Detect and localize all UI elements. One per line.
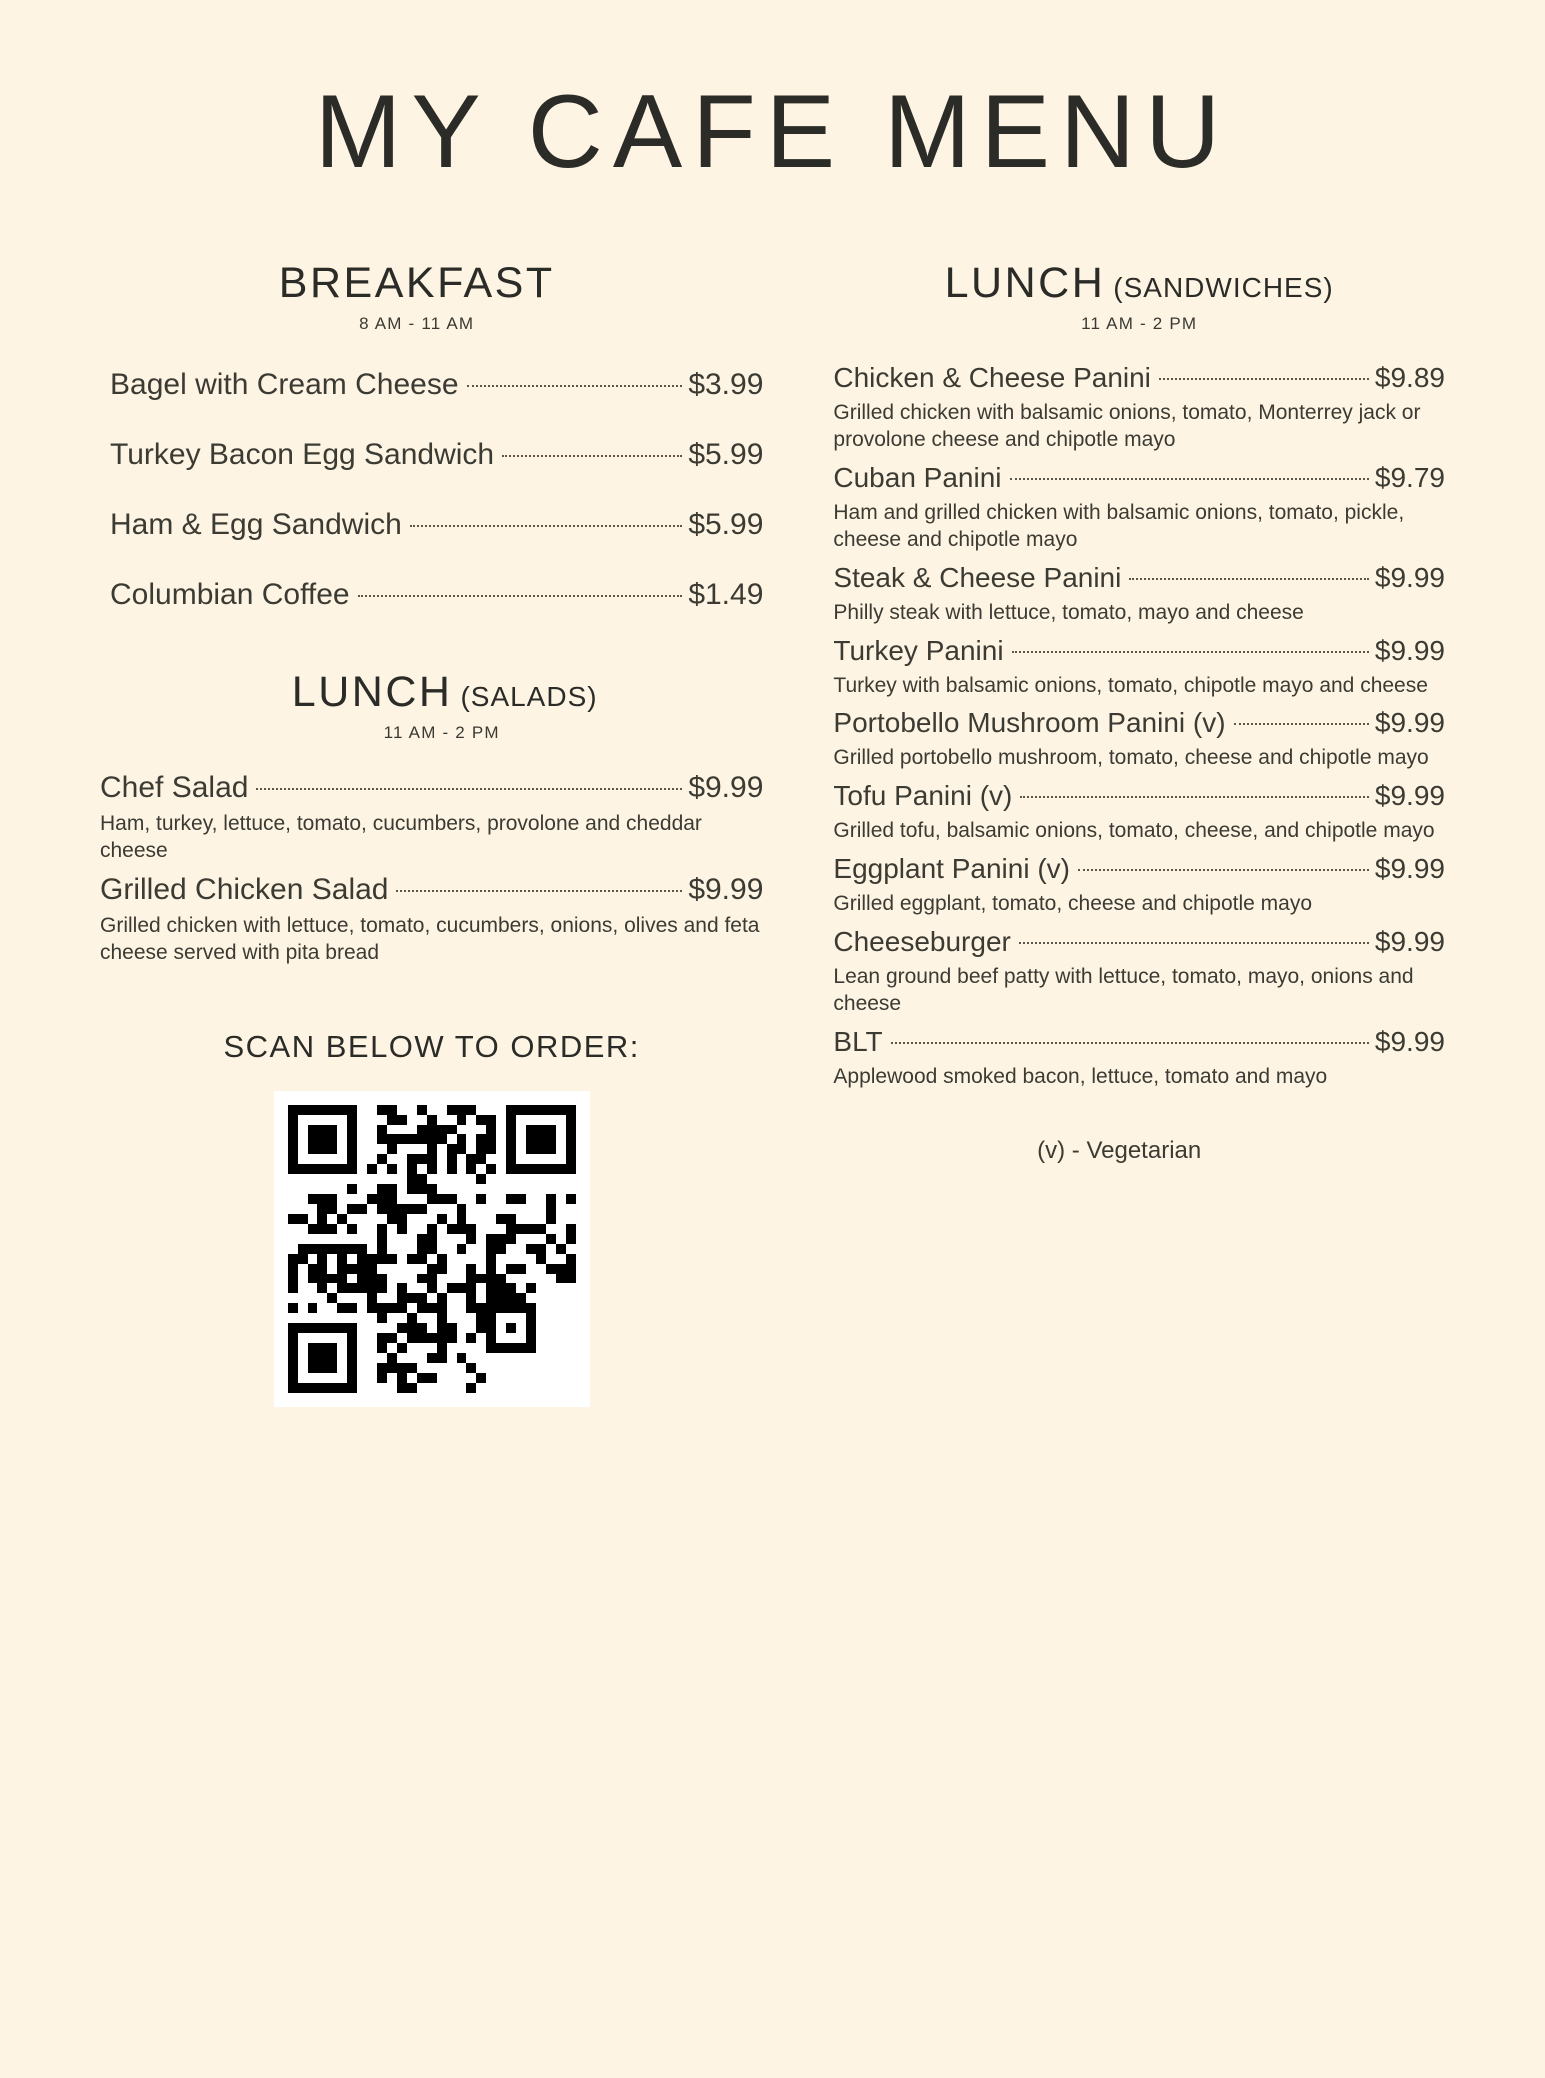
item-price: $9.79 <box>1374 461 1445 493</box>
item-price: $9.99 <box>1374 634 1445 666</box>
salads-items <box>100 771 763 967</box>
sandwiches-heading <box>833 259 1445 308</box>
menu-item <box>833 926 1445 1018</box>
item-description: Grilled tofu, balsamic onions, tomato, cheese, and chipotle mayo <box>833 819 1435 843</box>
sandwiches-heading-label: LUNCH <box>944 259 1106 308</box>
scan-to-order-block <box>100 1029 763 1407</box>
item-price: $5.99 <box>688 438 764 472</box>
leader-dots <box>1159 377 1369 380</box>
item-name: Eggplant Panini (v) <box>833 853 1070 885</box>
item-price: $9.99 <box>1374 853 1445 885</box>
menu-item <box>833 1026 1445 1091</box>
menu-item <box>833 462 1445 554</box>
item-description: Ham, turkey, lettuce, tomato, cucumbers, provolone and cheddar cheese <box>100 812 702 863</box>
menu-page <box>0 74 1545 2078</box>
item-description: Grilled chicken with lettuce, tomato, cucumbers, onions, olives and feta cheese served with pita bread <box>100 913 760 964</box>
sandwiches-hours: 11 AM - 2 PM <box>1081 314 1198 334</box>
salads-heading <box>126 668 763 717</box>
menu-item <box>110 578 763 612</box>
item-price: $5.99 <box>688 508 764 542</box>
item-price: $9.99 <box>1374 926 1445 958</box>
item-description: Grilled eggplant, tomato, cheese and chipotle mayo <box>833 892 1313 916</box>
leader-dots <box>1020 795 1369 798</box>
leader-dots <box>891 1041 1369 1044</box>
item-name: Turkey Bacon Egg Sandwich <box>110 438 495 472</box>
menu-item <box>110 438 763 472</box>
item-price: $1.49 <box>688 578 764 612</box>
item-price: $9.99 <box>1374 1025 1445 1057</box>
scan-title: SCAN BELOW TO ORDER: <box>223 1028 640 1064</box>
menu-item <box>833 780 1445 845</box>
menu-item <box>100 873 763 967</box>
item-price: $9.99 <box>688 771 764 805</box>
item-name: Chef Salad <box>100 771 249 805</box>
leader-dots <box>256 787 682 790</box>
section-lunch-salads <box>100 668 763 967</box>
qr-code-icon[interactable] <box>288 1105 576 1393</box>
item-description: Philly steak with lettuce, tomato, mayo and cheese <box>833 600 1304 624</box>
leader-dots <box>1010 477 1369 480</box>
leader-dots <box>502 454 682 457</box>
menu-item <box>833 707 1445 772</box>
menu-item <box>833 562 1445 627</box>
menu-item <box>833 362 1445 454</box>
menu-item <box>110 368 763 402</box>
sandwiches-subheading-label: (SANDWICHES) <box>1113 272 1334 304</box>
menu-item <box>833 635 1445 700</box>
item-name: Ham & Egg Sandwich <box>110 508 402 542</box>
menu-item <box>100 771 763 865</box>
section-lunch-sandwiches <box>833 259 1445 1165</box>
salads-subheading-label: (SALADS) <box>460 681 598 713</box>
menu-item <box>833 853 1445 918</box>
item-name: Cuban Panini <box>833 461 1002 493</box>
item-price: $3.99 <box>688 368 764 402</box>
item-description: Grilled portobello mushroom, tomato, cheese and chipotle mayo <box>833 746 1429 770</box>
breakfast-heading <box>70 259 763 308</box>
leader-dots <box>358 594 683 597</box>
leader-dots <box>1078 868 1369 871</box>
item-price: $9.99 <box>1374 561 1445 593</box>
item-description: Lean ground beef patty with lettuce, tomato, mayo, onions and cheese <box>833 965 1414 1015</box>
item-name: Steak & Cheese Panini <box>833 561 1122 593</box>
leader-dots <box>1019 941 1369 944</box>
item-name: Chicken & Cheese Panini <box>833 362 1151 394</box>
menu-item <box>110 508 763 542</box>
leader-dots <box>1012 650 1369 653</box>
item-name: Bagel with Cream Cheese <box>110 368 459 402</box>
item-price: $9.99 <box>688 872 764 906</box>
left-column <box>100 259 799 1407</box>
breakfast-heading-label: BREAKFAST <box>278 259 555 308</box>
leader-dots <box>1234 722 1369 725</box>
leader-dots <box>410 524 683 527</box>
item-price: $9.99 <box>1374 780 1445 812</box>
right-column <box>799 259 1445 1407</box>
item-name: Portobello Mushroom Panini (v) <box>833 707 1226 739</box>
breakfast-hours: 8 AM - 11 AM <box>359 314 475 334</box>
item-description: Turkey with balsamic onions, tomato, chipotle mayo and cheese <box>833 673 1428 697</box>
breakfast-items <box>100 368 763 612</box>
item-name: Tofu Panini (v) <box>833 780 1013 812</box>
item-name: Cheeseburger <box>833 926 1011 958</box>
sandwiches-items <box>833 362 1445 1091</box>
item-price: $9.99 <box>1374 707 1445 739</box>
item-description: Grilled chicken with balsamic onions, tomato, Monterrey jack or provolone cheese and chipotle mayo <box>833 401 1421 452</box>
item-price: $9.89 <box>1374 362 1445 394</box>
leader-dots <box>1129 577 1369 580</box>
item-description: Ham and grilled chicken with balsamic onions, tomato, pickle, cheese and chipotle mayo <box>833 500 1405 551</box>
item-name: Turkey Panini <box>833 634 1004 666</box>
page-title: MY CAFE MENU <box>314 74 1231 190</box>
vegetarian-footnote: (v) - Vegetarian <box>1037 1136 1202 1164</box>
qr-code-container[interactable] <box>274 1091 590 1407</box>
salads-heading-label: LUNCH <box>291 668 453 717</box>
salads-hours: 11 AM - 2 PM <box>383 723 500 743</box>
item-name: Columbian Coffee <box>110 578 350 612</box>
section-breakfast <box>100 259 763 612</box>
leader-dots <box>467 384 683 387</box>
leader-dots <box>396 889 682 892</box>
menu-columns <box>0 259 1545 1407</box>
item-description: Applewood smoked bacon, lettuce, tomato and mayo <box>833 1064 1328 1088</box>
item-name: Grilled Chicken Salad <box>100 872 389 906</box>
item-name: BLT <box>833 1025 883 1057</box>
